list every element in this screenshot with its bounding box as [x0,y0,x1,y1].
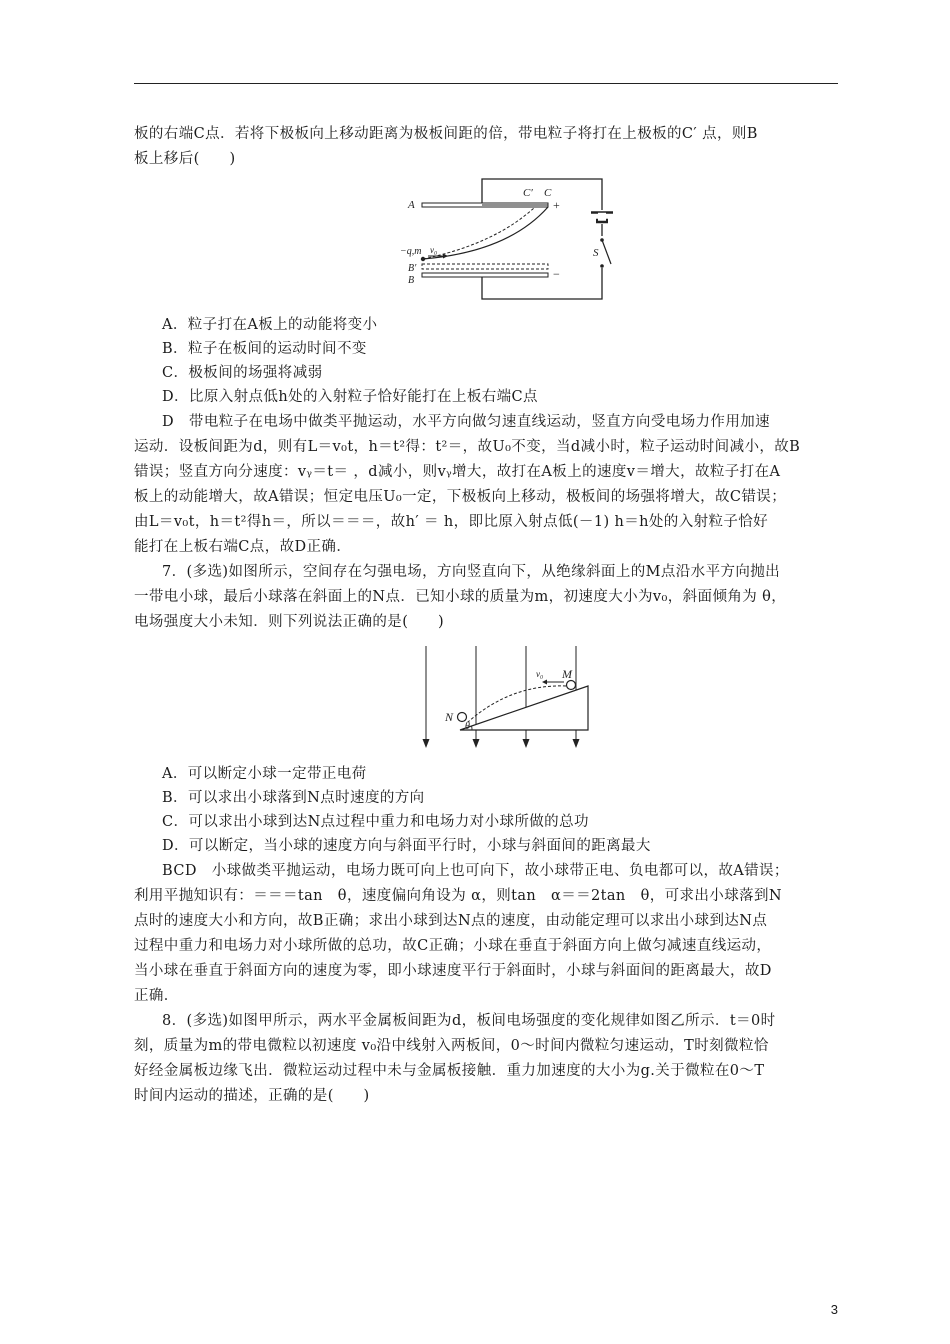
label-v0: v₀ [536,669,544,679]
label-charge: −q,m [400,246,422,257]
q6-stem-line-2: 板上移后( ) [134,151,236,167]
q7-answer-line-3: 点时的速度大小和方向，故B正确；求出小球到达N点的速度，由动能定理可以求出小球到达N点 [134,913,768,929]
label-Bp: B′ [408,263,417,274]
q7-option-d: D．可以断定，当小球的速度方向与斜面平行时，小球与斜面间的距离最大 [162,838,651,854]
q6-answer-line-4: 板上的动能增大，故A错误；恒定电压U₀一定，下极板向上移动，极板间的场强将增大，故C错误； [134,489,787,505]
label-minus: − [553,267,560,281]
q7-answer-line-4: 过程中重力和电场力对小球所做的总功，故C正确；小球在垂直于斜面方向上做匀减速直线运动， [134,938,772,954]
q7-answer-line-6: 正确． [134,988,179,1004]
label-theta: θ [465,721,470,732]
q7-answer-line-2: 利用平抛知识有：＝＝＝tan θ，速度偏向角设为 α，则tan α＝＝2tan θ，可求出小球落到N [134,888,782,904]
q6-answer-line-3: 错误；竖直方向分速度：vᵧ＝t＝ ，d减小，则vᵧ增大，故打在A板上的速度v＝增大，故粒子打在A [134,464,781,480]
q8-stem-line-4: 时间内运动的描述，正确的是( ) [134,1088,370,1104]
q6-capacitor-figure [400,172,620,304]
label-M: M [562,667,572,681]
q6-answer-line-1: D 带电粒子在电场中做类平抛运动，水平方向做匀速直线运动，竖直方向受电场力作用加速 [162,414,771,430]
q7-option-b: B．可以求出小球落到N点时速度的方向 [162,790,425,806]
q6-option-a: A．粒子打在A板上的动能将变小 [162,317,378,333]
q7-option-c: C．可以求出小球到达N点过程中重力和电场力对小球所做的总功 [162,814,589,830]
q8-stem-line-3: 好经金属板边缘飞出．微粒运动过程中未与金属板接触．重力加速度的大小为g.关于微粒在0～T [134,1063,765,1079]
q6-answer-line-5: 由L＝v₀t，h＝t²得h＝，所以＝＝＝，故h′ ＝ h，即比原入射点低(－1) h＝h处的入射粒子恰好 [134,514,769,530]
q6-option-b: B．粒子在板间的运动时间不变 [162,341,367,357]
header-rule [134,83,838,84]
q8-stem-line-1: 8．(多选)如图甲所示，两水平金属板间距为d，板间电场强度的变化规律如图乙所示．t＝0时 [162,1013,776,1029]
label-B: B [408,275,415,286]
label-A: A [408,199,415,211]
label-plus: + [553,198,560,212]
q7-stem-line-2: 一带电小球，最后小球落在斜面上的N点．已知小球的质量为m，初速度大小为v₀，斜面倾角为 θ， [134,589,787,605]
label-N: N [445,710,454,724]
q6-answer-line-2: 运动．设板间距为d，则有L＝v₀t，h＝t²得：t²＝，故U₀不变，当d减小时，粒子运动时间减小，故B [134,439,801,455]
q6-option-c: C．极板间的场强将减弱 [162,365,323,381]
label-Cp: C′ [523,187,533,199]
q7-stem-line-1: 7．(多选)如图所示，空间存在匀强电场，方向竖直向下，从绝缘斜面上的M点沿水平方向抛出 [162,564,781,580]
label-S: S [593,247,599,259]
q8-stem-line-2: 刻，质量为m的带电微粒以初速度 v₀沿中线射入两板间，0～时间内微粒匀速运动，T时刻微粒恰 [134,1038,769,1054]
label-C: C [544,187,552,199]
q7-answer-line-1: BCD 小球做类平抛运动，电场力既可向上也可向下，故小球带正电、负电都可以，故A错误； [162,863,789,879]
page-number: 3 [830,1302,838,1317]
q7-answer-line-5: 当小球在垂直于斜面方向的速度为零，即小球速度平行于斜面时，小球与斜面间的距离最大，故D [134,963,772,979]
label-v0: v₀ [430,245,438,255]
q6-option-d: D．比原入射点低h处的入射粒子恰好能打在上板右端C点 [162,389,538,405]
q6-answer-line-6: 能打在上板右端C点，故D正确． [134,539,352,555]
q6-stem-line-1: 板的右端C点．若将下极板向上移动距离为极板间距的倍，带电粒子将打在上极板的C′ 点，则B [134,126,758,142]
q7-option-a: A．可以断定小球一定带正电荷 [162,766,367,782]
q7-incline-figure [416,644,596,754]
q7-stem-line-3: 电场强度大小未知．则下列说法正确的是( ) [134,614,445,630]
